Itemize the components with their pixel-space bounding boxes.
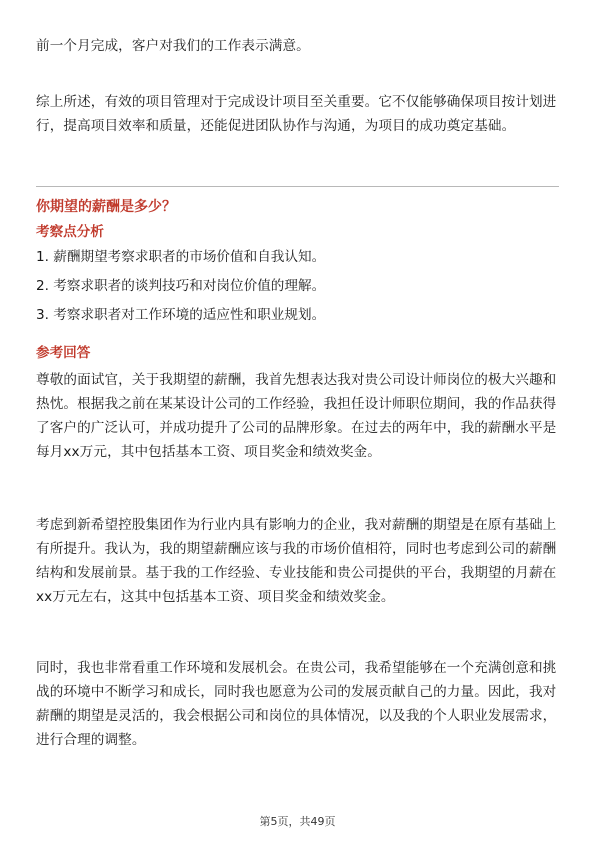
analysis-list: [36, 247, 325, 334]
summary-paragraph: 综上所述，有效的项目管理对于完成设计项目至关重要。它不仅能够确保项目按计划进行，提高项目效率和质量，还能促进团队协作与沟通，为项目的成功奠定基础。: [36, 94, 557, 134]
section-divider: [36, 186, 559, 187]
intro-continuation: 前一个月完成，客户对我们的工作表示满意。: [36, 38, 310, 54]
answer-paragraph: 考虑到新希望控股集团作为行业内具有影响力的企业，我对薪酬的期望是在原有基础上有所提升。我认为，我的期望薪酬应该与我的市场价值相符，同时也考虑到公司的薪酬结构和发展前景。基于我的工作经验、专业技能和贵公司提供的平台，我期望的月薪在xx万元左右，这其中包括基本工资、项目奖金和绩效奖金。: [36, 517, 557, 605]
answer-paragraph: 同时，我也非常看重工作环境和发展机会。在贵公司，我希望能够在一个充满创意和挑战的环境中不断学习和成长，同时我也愿意为公司的发展贡献自己的力量。因此，我对薪酬的期望是灵活的，我会根据公司和岗位的具体情况，以及我的个人职业发展需求，进行合理的调整。: [36, 660, 557, 748]
analysis-title: 考察点分析: [36, 224, 104, 240]
list-item: 1. 薪酬期望考察求职者的市场价值和自我认知。: [36, 249, 326, 265]
question-heading: 你期望的薪酬是多少？: [36, 199, 176, 215]
list-item: 2. 考察求职者的谈判技巧和对岗位价值的理解。: [36, 278, 326, 294]
answer-title: 参考回答: [36, 345, 91, 361]
page-indicator: 第5页，共49页: [259, 815, 336, 828]
answer-paragraph: 尊敬的面试官，关于我期望的薪酬，我首先想表达我对贵公司设计师岗位的极大兴趣和热忱。根据我之前在某某设计公司的工作经验，我担任设计师职位期间，我的作品获得了客户的广泛认可，并成功提升了公司的品牌形象。在过去的两年中，我的薪酬水平是每月xx万元，其中包括基本工资、项目奖金和绩效奖金。: [36, 372, 557, 460]
list-item: 3. 考察求职者对工作环境的适应性和职业规划。: [36, 307, 326, 323]
